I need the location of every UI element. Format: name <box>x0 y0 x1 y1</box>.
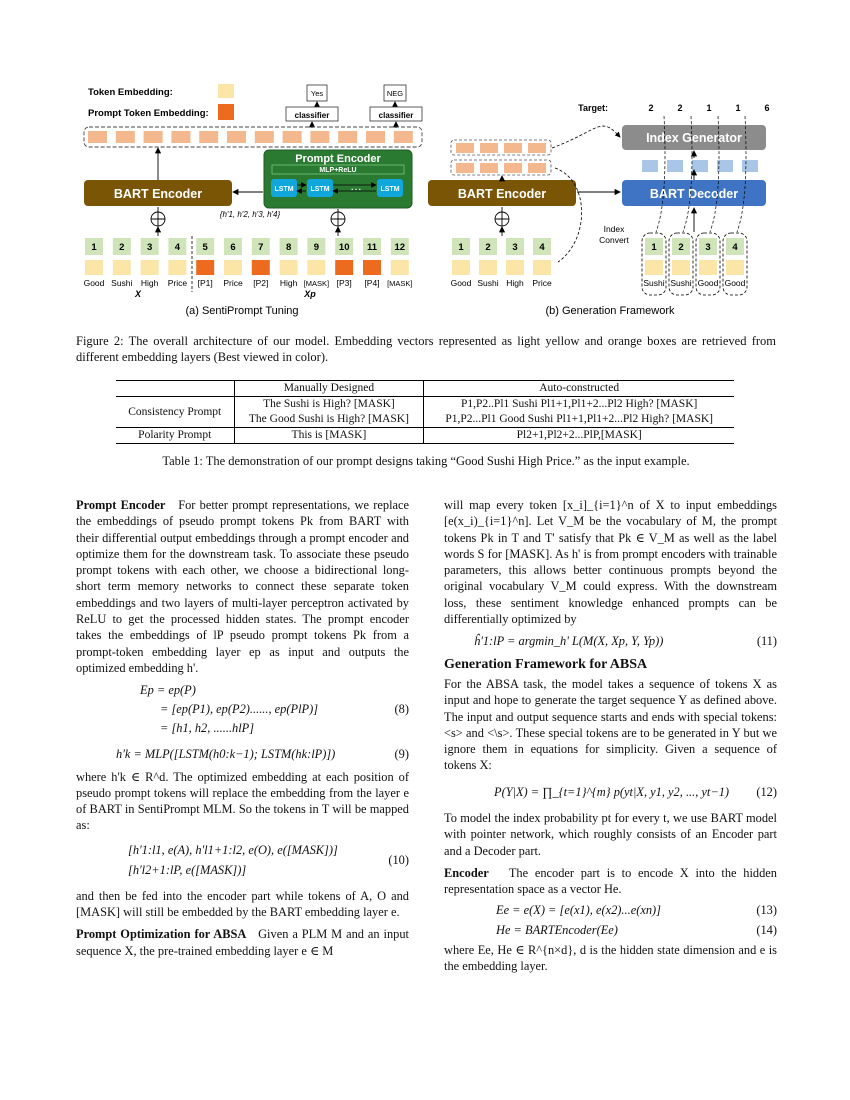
caption-a: (a) SentiPrompt Tuning <box>185 305 299 317</box>
hidden-cell <box>144 131 163 143</box>
encoder-position-row <box>452 227 551 255</box>
xp-label: Xp <box>304 289 316 299</box>
lstm-label-2: LSTM <box>310 186 330 193</box>
lstm-dots: … <box>350 179 362 193</box>
legend-token-embedding: Token Embedding: <box>88 87 173 98</box>
position-number: 3 <box>146 242 153 253</box>
token-word: High <box>506 278 524 288</box>
legend-yellow-swatch <box>218 84 234 98</box>
table-cell: P1,P2...Pl1 Good Sushi Pl1+1,Pl1+2...Pl2 High? [MASK] <box>424 412 734 428</box>
embedding-cell <box>280 260 298 275</box>
target-value: 1 <box>735 103 741 113</box>
embedding-cell <box>168 260 186 275</box>
equation-13 <box>444 902 777 918</box>
hidden-cell <box>116 131 135 143</box>
table-cell: Pl2+1,Pl2+2...PlP,[MASK] <box>424 428 734 444</box>
position-number: 2 <box>485 242 491 253</box>
index-convert-label: Index Convert <box>599 224 629 245</box>
prompt-encoder-title: Prompt Encoder <box>295 153 381 165</box>
embedding-cell <box>645 260 663 275</box>
token-word: High <box>140 278 159 288</box>
classifier-label-1: classifier <box>294 111 330 120</box>
hidden-cell <box>528 143 546 153</box>
eq13-number: (13) <box>756 902 777 917</box>
token-word: High <box>279 278 298 288</box>
embedding-cell <box>391 260 409 275</box>
token-word: Sushi <box>111 278 133 288</box>
classifier-label-2: classifier <box>378 111 414 120</box>
legend-prompt-token-embedding: Prompt Token Embedding: <box>88 108 209 119</box>
row-label-consistency: Consistency Prompt <box>116 397 234 428</box>
target-label: Target: <box>578 103 608 113</box>
neg-label: NEG <box>386 89 404 98</box>
embedding-cell <box>224 260 242 275</box>
equation-11 <box>444 633 777 649</box>
prompt-encoder-paragraph: For better prompt representations, we replace the embeddings of pseudo prompt tokens Pk from BART with their differential output embeddings through a prompt encoder and optimize them for the downstream task. To associate these pseudo prompt tokens with each other, we choose a bidirectional long-short term memory networks to connect these separate token embeddings and two layers of multi-layer perceptron activated by ReLU to get the processed hidden states. The prompt encoder takes the embeddings of lP pseudo prompt tokens Pk from a prompt-token embedding layer ep as input and outputs the optimized embedding h'. <box>76 498 410 675</box>
position-number: 3 <box>705 242 711 253</box>
embedding-cell <box>699 260 717 275</box>
equation-14 <box>444 922 777 938</box>
position-number: 7 <box>258 242 264 253</box>
hidden-cell <box>480 163 498 173</box>
position-number: 6 <box>230 242 236 253</box>
hidden-cell <box>171 131 190 143</box>
hidden-cell <box>283 131 302 143</box>
decoder-hidden-cell <box>642 160 658 172</box>
embedding-cell <box>672 260 690 275</box>
equation-9 <box>76 746 409 762</box>
left-word-row <box>84 278 413 288</box>
hidden-cell <box>456 163 474 173</box>
bart-decoder-label: BART Decoder <box>649 187 739 201</box>
decoder-word-row <box>643 278 745 288</box>
equation-8 <box>76 682 409 740</box>
hidden-cell <box>255 131 274 143</box>
eq9-number: (9) <box>394 747 409 762</box>
mlp-relu-label: MLP+ReLU <box>319 167 357 174</box>
table-header-manual: Manually Designed <box>234 381 424 397</box>
lstm-label-1: LSTM <box>274 186 294 193</box>
hidden-cell <box>199 131 218 143</box>
decoder-embedding-row <box>645 260 744 275</box>
token-word: Good <box>697 278 719 288</box>
eq12-number: (12) <box>756 784 777 799</box>
eq14-body: He = BARTEncoder(Ee) <box>496 922 618 937</box>
position-number: 1 <box>651 242 657 253</box>
token-word: Sushi <box>670 278 692 288</box>
embedding-cell <box>726 260 744 275</box>
embedding-cell <box>196 260 214 275</box>
embedding-cell <box>335 260 353 275</box>
decoder-hidden-cell <box>667 160 683 172</box>
right-paragraph-1: will map every token [x_i]_{i=1}^n of X to input embeddings [e(x_i)_{i=1}^n]. Let V_M be the vocabulary of M, the prompt tokens Pk in T and T' satisfy that Pk ∈ V_M as well as the label words S for [MASK]. As h' is from prompt encoders with trainable parameters, this allows better continuous prompts beyond the original vocabulary V_M could express. With the downstream loss, these sentiment knowledge enhanced prompts can be differentially optimized by <box>444 498 777 627</box>
position-number: 10 <box>338 242 350 253</box>
token-word: [P1] <box>197 278 213 288</box>
encoder-heading: Encoder <box>444 865 489 880</box>
hidden-cell <box>504 143 522 153</box>
token-word: Sushi <box>477 278 499 288</box>
hidden-cell <box>338 131 357 143</box>
prompt-optimization-heading: Prompt Optimization for ABSA <box>76 927 247 942</box>
hidden-cell <box>310 131 329 143</box>
position-number: 4 <box>732 242 738 253</box>
eq8-line3: = [h1, h2, ......hlP] <box>160 721 255 736</box>
encoder-embedding-row <box>452 260 551 275</box>
embedding-cell <box>452 260 470 275</box>
table-cell: P1,P2..Pl1 Sushi Pl1+1,Pl1+2...Pl2 High? [MASK] <box>424 397 734 413</box>
table-cell: The Good Sushi is High? [MASK] <box>234 412 424 428</box>
hidden-cell <box>504 163 522 173</box>
embedding-cell <box>252 260 270 275</box>
position-number: 1 <box>458 242 464 253</box>
eq12-body: P(Y|X) = ∏_{t=1}^{m} p(yt|X, y1, y2, ..., yt−1) <box>494 784 730 799</box>
position-number: 2 <box>119 242 125 253</box>
target-value: 2 <box>677 103 683 113</box>
eq10-line2: [h'l2+1:lP, e([MASK])] <box>128 862 247 877</box>
embedding-cell <box>141 260 159 275</box>
hidden-cell <box>366 131 385 143</box>
target-values <box>648 103 769 113</box>
after-eq10-paragraph: and then be fed into the encoder part while tokens of A, O and [MASK] will still be embedded by the BART embedding layer e. <box>76 888 409 920</box>
embedding-cell <box>533 260 551 275</box>
lstm-label-3: LSTM <box>380 186 400 193</box>
eq13-body: Ee = e(X) = [e(x1), e(x2)...e(xn)] <box>496 902 661 917</box>
hidden-cell <box>227 131 246 143</box>
token-word: Sushi <box>643 278 665 288</box>
hidden-state-cells <box>88 131 413 143</box>
figure-caption: Figure 2: The overall architecture of our model. Embedding vectors represented as light yellow and orange boxes are retrieved from different embedding layers (Best viewed in color). <box>76 334 776 364</box>
eq10-number: (10) <box>388 852 409 867</box>
token-word: Price <box>223 278 243 288</box>
position-number: 4 <box>539 242 545 253</box>
hidden-cell <box>456 143 474 153</box>
left-column <box>76 497 409 959</box>
table-caption: Table 1: The demonstration of our prompt designs taking “Good Sushi High Price.” as the input example. <box>162 454 690 468</box>
index-convert-text: Index <box>603 224 625 234</box>
generation-framework-heading: Generation Framework for ABSA <box>444 656 648 672</box>
eq8-number: (8) <box>394 702 409 717</box>
embedding-cell <box>506 260 524 275</box>
token-word: Good <box>450 278 472 288</box>
decoder-hidden-cell <box>717 160 733 172</box>
hidden-set-label: {h'1, h'2, h'3, h'4} <box>219 210 281 219</box>
after-eq12-paragraph: To model the index probability pt for every t, we use BART model with pointer network, which roughly consists of an Encoder part and a Decoder part. <box>444 811 777 858</box>
target-value: 2 <box>648 103 654 113</box>
after-eq14-paragraph: where Ee, He ∈ R^{n×d}, d is the hidden state dimension and e is the embedding layer. <box>444 943 777 974</box>
equation-12 <box>444 784 777 800</box>
prompt-encoder-heading: Prompt Encoder <box>76 498 166 512</box>
right-hidden-cells <box>456 143 546 173</box>
position-number: 11 <box>366 242 378 253</box>
eq14-number: (14) <box>756 922 777 937</box>
token-word: [P2] <box>253 278 269 288</box>
eq8-line1: Ep = ep(P) <box>140 683 196 698</box>
position-number: 4 <box>174 242 181 253</box>
embedding-cell <box>479 260 497 275</box>
target-value: 6 <box>764 103 770 113</box>
equation-10 <box>76 840 409 882</box>
left-embedding-row <box>85 260 409 275</box>
hidden-cell <box>528 163 546 173</box>
hidden-cell <box>394 131 413 143</box>
embedding-cell <box>85 260 103 275</box>
position-number: 8 <box>285 242 292 253</box>
table-header-auto: Auto-constructed <box>424 381 734 397</box>
row-label-polarity: Polarity Prompt <box>116 428 234 444</box>
embedding-cell <box>113 260 131 275</box>
embedding-cell <box>307 260 325 275</box>
legend-orange-swatch <box>218 104 234 120</box>
decoder-hidden-cell <box>742 160 758 172</box>
encoder-paragraph: The encoder part is to encode X into the hidden representation space as a vector He. <box>444 865 777 897</box>
after-eq9-paragraph: where h'k ∈ R^d. The optimized embedding at each position of pseudo prompt tokens will replace the embedding from the layer e of BART in SentiPrompt MLM. So the tokens in T will be mapped as: <box>76 769 409 833</box>
token-word: [MASK] <box>303 279 330 288</box>
target-value: 1 <box>706 103 712 113</box>
token-word: Good <box>724 278 746 288</box>
generation-framework-paragraph: For the ABSA task, the model takes a sequence of tokens X as input and hope to generate the target sequence Y as defined above. The input and output sequence starts and ends with special tokens: <s> and <\s>. These special tokens are to be generated in Y but we ignore them in equations for simplicity. Given a sequence of tokens X: <box>444 676 777 773</box>
right-column <box>444 497 777 975</box>
bart-encoder-left-label: BART Encoder <box>113 187 203 201</box>
encoder-word-row <box>451 278 552 288</box>
token-word: [MASK] <box>387 279 413 288</box>
index-generator-label: Index Generator <box>646 131 742 145</box>
eq8-line2: = [ep(P1), ep(P2)......, ep(PlP)] <box>160 702 319 717</box>
architecture-figure <box>0 0 850 320</box>
table-cell: This is [MASK] <box>234 428 424 444</box>
token-word: [P3] <box>336 278 352 288</box>
decoder-hidden-cells <box>642 160 758 172</box>
yes-label: Yes <box>310 89 324 98</box>
token-word: Price <box>167 278 188 288</box>
hidden-cell <box>88 131 107 143</box>
hidden-cell <box>480 143 498 153</box>
token-word: Price <box>532 278 552 288</box>
token-word: Good <box>83 278 105 288</box>
position-number: 3 <box>512 242 518 253</box>
bart-encoder-right-label: BART Encoder <box>457 187 547 201</box>
caption-b: (b) Generation Framework <box>545 305 675 317</box>
eq11-body: ĥ'1:lP = argmin_h' L(M(X, Xp, Y, Yp)) <box>474 634 664 649</box>
x-label: X <box>134 289 142 299</box>
decoder-position-row <box>645 208 744 255</box>
position-number: 12 <box>394 242 406 253</box>
eq11-number: (11) <box>756 634 777 649</box>
table-cell: The Sushi is High? [MASK] <box>234 397 424 413</box>
prompt-optimization-paragraph: Given a PLM M and an input sequence X, the pre-trained embedding layer e ∈ M <box>76 927 409 958</box>
embedding-cell <box>363 260 381 275</box>
prompt-design-table <box>116 380 734 444</box>
eq9-body: h'k = MLP([LSTM(h0:k−1); LSTM(hk:lP)]) <box>116 747 336 762</box>
eq10-line1: [h'1:l1, e(A), h'l1+1:l2, e(O), e([MASK])] <box>128 842 338 857</box>
position-number: 9 <box>313 242 320 253</box>
left-position-row <box>85 227 409 255</box>
position-number: 2 <box>678 242 684 253</box>
token-word: [P4] <box>364 278 380 288</box>
position-number: 5 <box>202 242 208 253</box>
position-number: 1 <box>91 242 97 253</box>
